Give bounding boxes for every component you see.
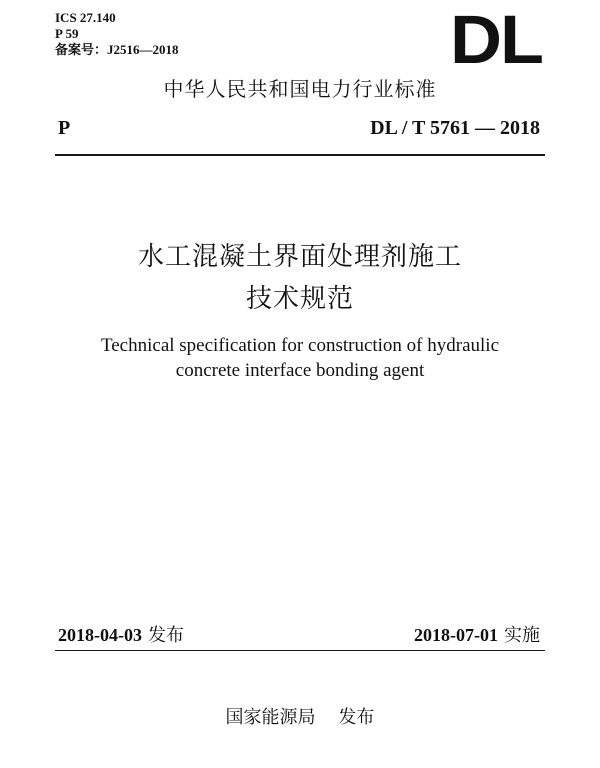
- bottom-divider: [55, 650, 545, 651]
- dl-logo: DL: [450, 1, 542, 78]
- publisher: 国家能源局 发布: [225, 707, 375, 728]
- standard-number: DL / T 5761 — 2018: [370, 117, 540, 139]
- industry-standard-heading: 中华人民共和国电力行业标准: [163, 77, 437, 101]
- title-zh-line-2: 技术规范: [245, 284, 354, 314]
- implement-date: 2018-07-01: [414, 625, 498, 645]
- issue-date: 2018-04-03: [58, 625, 142, 645]
- ics-code: ICS 27.140: [55, 10, 116, 25]
- title-zh-line-1: 水工混凝土界面处理剂施工: [137, 242, 462, 272]
- title-en-line-1: Technical specification for construction of hydraulic: [100, 335, 500, 356]
- record-number: 备案号：J2516—2018: [55, 42, 179, 57]
- title-en-line-2: concrete interface bonding agent: [175, 360, 425, 381]
- implement-date-block: [414, 624, 540, 647]
- top-divider: [55, 154, 545, 156]
- classification-code: P: [58, 117, 71, 139]
- implement-label: 实施: [504, 625, 540, 646]
- issue-date-block: [58, 624, 184, 647]
- issue-label: 发布: [148, 625, 184, 646]
- p-classification: P 59: [55, 26, 79, 41]
